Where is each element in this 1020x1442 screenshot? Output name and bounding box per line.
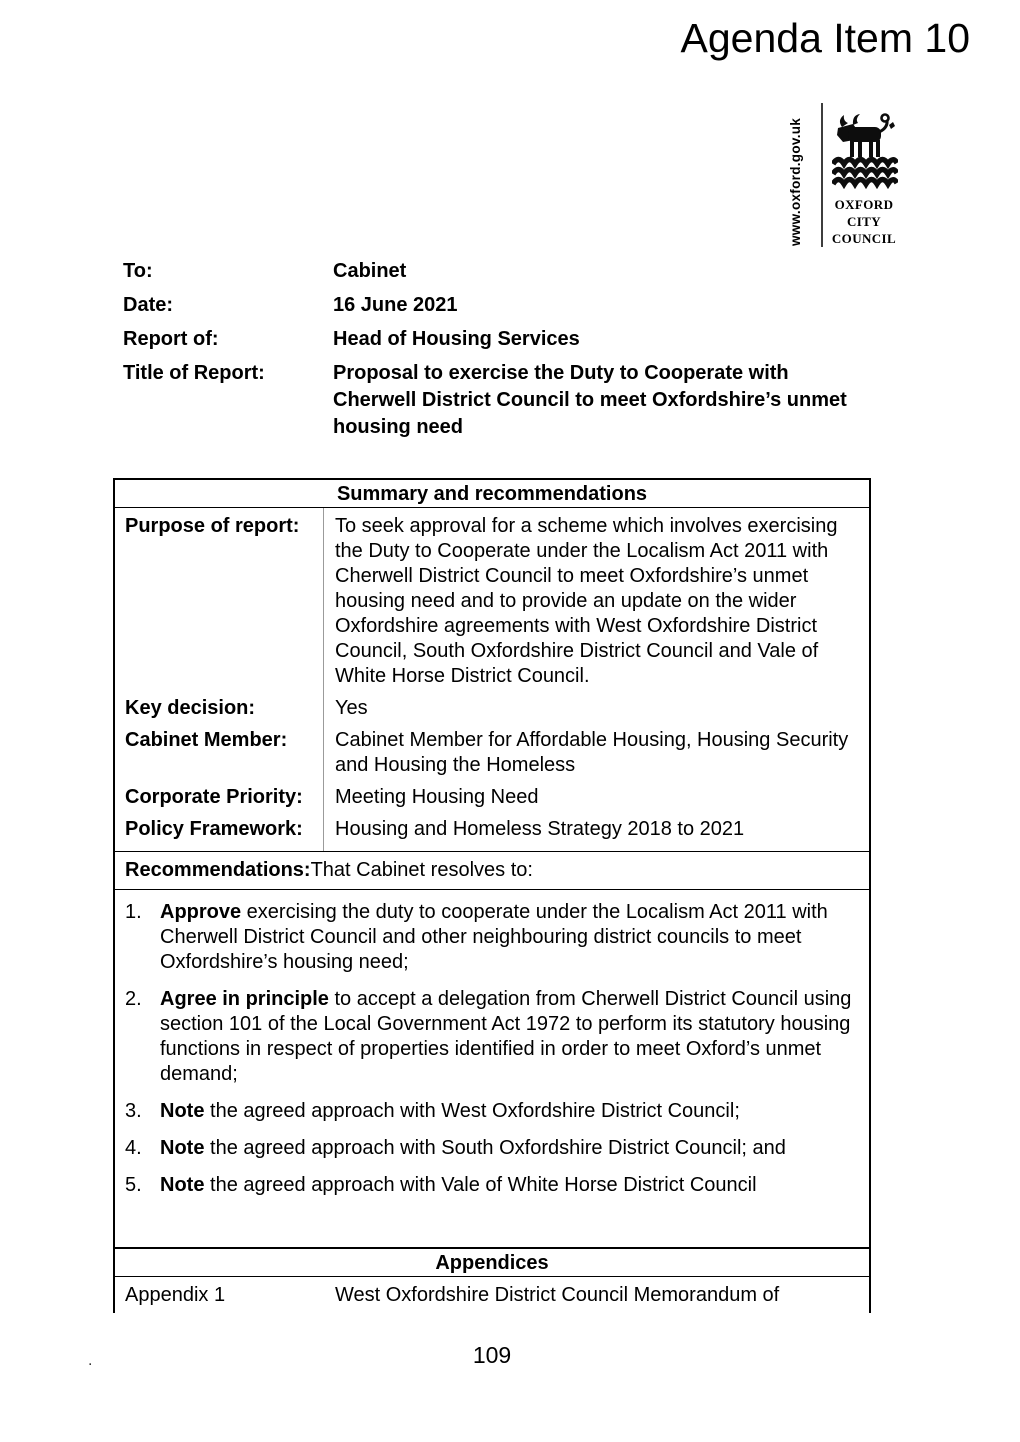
item-bold-lead: Note (160, 1137, 205, 1159)
council-website-vertical-text: www.oxford.gov.uk (788, 117, 803, 246)
council-name-line: CITY (846, 214, 882, 229)
field-row-key-decision (115, 696, 869, 721)
logo-divider-line (821, 103, 823, 247)
council-name-line: COUNCIL (831, 231, 897, 246)
field-row-policy-framework (115, 817, 869, 842)
field-label: Corporate Priority: (125, 786, 303, 808)
report-meta (123, 258, 893, 448)
recommendations-row (115, 851, 869, 889)
item-rest: the agreed approach with South Oxfordshire District Council; and (204, 1137, 786, 1159)
item-text (160, 900, 861, 975)
item-text (160, 1173, 861, 1198)
recommendations-intro: That Cabinet resolves to: (310, 859, 533, 881)
meta-label: Date: (123, 294, 174, 316)
item-number: 2. (125, 988, 142, 1010)
recommendation-item (125, 1099, 861, 1124)
item-rest: the agreed approach with Vale of White Horse District Council (204, 1174, 757, 1196)
recommendation-item (125, 1173, 861, 1198)
recommendation-item (125, 1136, 861, 1161)
meta-row-title (123, 360, 893, 441)
meta-value: Head of Housing Services (333, 328, 580, 350)
meta-value: Cabinet (333, 260, 407, 282)
field-label: Key decision: (125, 697, 256, 719)
field-row-corporate-priority (115, 785, 869, 810)
summary-fields (115, 508, 869, 851)
council-logo (788, 100, 907, 250)
field-value: Yes (335, 697, 368, 719)
meta-label: To: (123, 260, 153, 282)
field-label: Policy Framework: (125, 818, 303, 840)
field-row-cabinet-member (115, 728, 869, 778)
item-number: 5. (125, 1174, 142, 1196)
footer-dot: . (88, 1352, 93, 1369)
field-label: Purpose of report: (125, 515, 300, 537)
council-name-line: OXFORD (834, 197, 894, 212)
item-bold-lead: Note (160, 1100, 205, 1122)
item-rest: the agreed approach with West Oxfordshire District Council; (204, 1100, 740, 1122)
summary-table-header: Summary and recommendations (115, 480, 869, 508)
recommendation-item (125, 987, 861, 1087)
field-value: Cabinet Member for Affordable Housing, Housing Security and Housing the Homeless (335, 729, 849, 776)
appendix-label: Appendix 1 (125, 1284, 226, 1306)
meta-row-date (123, 292, 893, 319)
appendix-row (115, 1277, 869, 1308)
meta-value: 16 June 2021 (333, 294, 458, 316)
council-name (824, 196, 904, 247)
item-rest: to accept a delegation from Cherwell District Council using section 101 of the Local Government Act 1972 to perform its statutory housing functions in respect of properties identified in order to meet Oxford’s unmet demand; (160, 988, 852, 1085)
meta-value: Proposal to exercise the Duty to Cooperate with Cherwell District Council to meet Oxfordshire’s unmet housing need (333, 362, 847, 438)
field-value: To seek approval for a scheme which involves exercising the Duty to Cooperate under the Localism Act 2011 with Cherwell District Council to meet Oxfordshire’s unmet housing need and to provide an update on the wider Oxfordshire agreements with West Oxfordshire District Council, South Oxfordshire District Council and Vale of White Horse District Council. (335, 515, 838, 687)
meta-row-to (123, 258, 893, 285)
appendix-value: West Oxfordshire District Council Memorandum of (335, 1284, 780, 1306)
item-bold-lead: Agree in principle (160, 988, 329, 1010)
column-divider (323, 508, 324, 851)
field-label: Cabinet Member: (125, 729, 288, 751)
page-number: 109 (472, 1342, 512, 1368)
field-row-purpose (115, 514, 869, 689)
recommendation-item (125, 900, 861, 975)
meta-row-report-of (123, 326, 893, 353)
ox-ford-crest-icon (832, 111, 898, 189)
recommendations-label: Recommendations: (125, 859, 311, 881)
meta-label: Title of Report: (123, 362, 265, 384)
meta-label: Report of: (123, 328, 219, 350)
item-text (160, 1099, 861, 1124)
item-number: 3. (125, 1100, 142, 1122)
field-value: Housing and Homeless Strategy 2018 to 2021 (335, 818, 745, 840)
field-value: Meeting Housing Need (335, 786, 539, 808)
item-number: 1. (125, 901, 142, 923)
item-bold-lead: Approve (160, 901, 242, 923)
summary-table (113, 478, 871, 1249)
agenda-item-heading: Agenda Item 10 (680, 15, 970, 61)
recommendations-list (115, 889, 869, 1247)
item-rest: exercising the duty to cooperate under the Localism Act 2011 with Cherwell District Council and other neighbouring district councils to meet Oxfordshire’s housing need; (160, 901, 828, 973)
item-number: 4. (125, 1137, 142, 1159)
appendices-table (113, 1247, 871, 1313)
item-text (160, 987, 861, 1087)
appendices-table-header: Appendices (115, 1249, 869, 1277)
item-bold-lead: Note (160, 1174, 205, 1196)
item-text (160, 1136, 861, 1161)
